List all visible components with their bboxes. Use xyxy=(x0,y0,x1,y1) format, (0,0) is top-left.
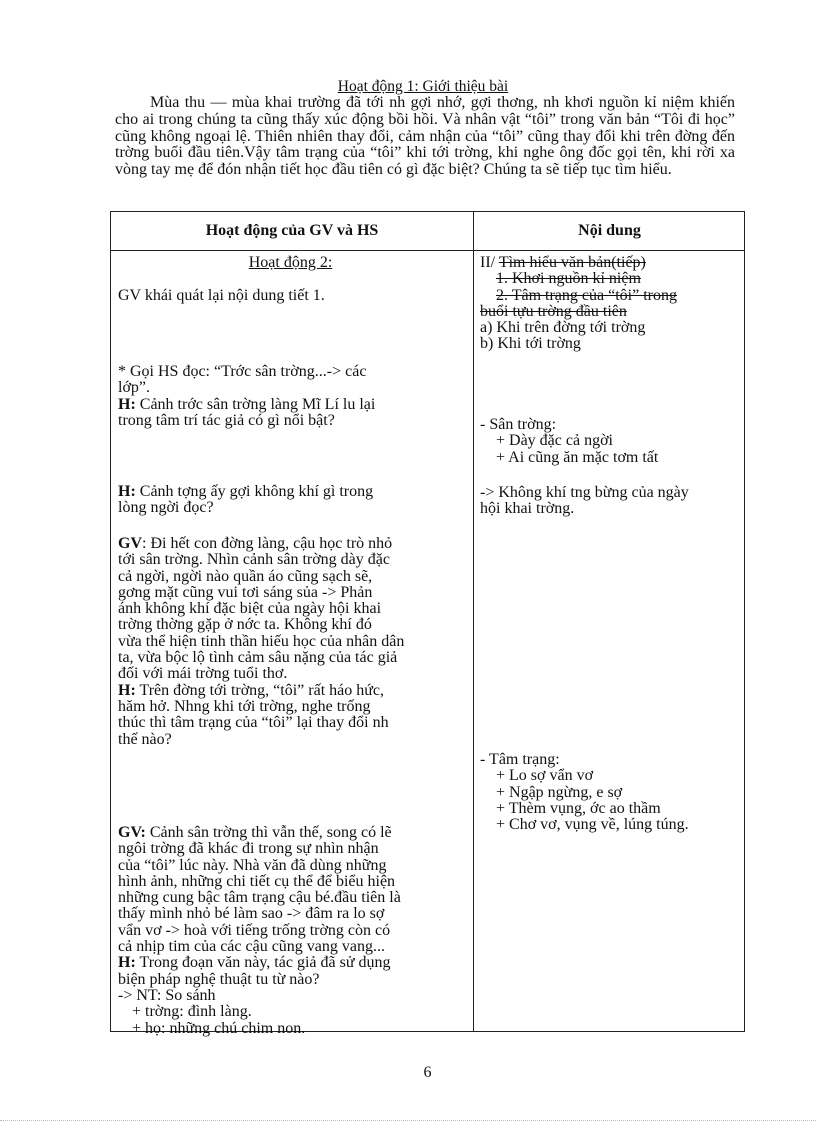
intro-text: Mùa thu — mùa khai trường đã tới nh gợi nhớ, gợi thơng, nh khơi nguồn kỉ niệm khiến cho ai trong chúng ta cũng thấy xúc động bồi hồi. Và nhân vật “tôi” trong văn bản “Tôi đi học” cũng không ngoại lệ. Thiên nhiên thay đổi, cảm nhận của “tôi” cũng thay đổi khi trên đờng đến trờng buổi đầu tiên.Vậy tâm trạng của “tôi” khi tới trờng, khi nghe ông đốc gọi tên, khi rời xa vòng tay mẹ để đón nhận tiết học đầu tiên có gì đặc biệt? Chúng ta sẽ tiếp tục tìm hiểu. xyxy=(115,94,735,179)
header-divider xyxy=(111,250,744,251)
read-instruction: * Gọi HS đọc: “Trớc sân trờng...-> các lớp”. xyxy=(118,363,367,397)
activity-heading: Hoạt động 1: Giới thiệu bài xyxy=(337,78,509,95)
lesson-table xyxy=(110,211,745,1037)
schoolyard-notes: - Sân trờng: + Dày đặc cả ngời + Ai cũng ăn mặc tơm tất xyxy=(480,416,659,466)
teacher-note-1: GV: Đi hết con đờng làng, cậu học trò nhỏ tới sân trờng. Nhìn cảnh sân trờng dày đặc cả ngời, ngời nào quần áo cũng sạch sẽ, gơng mặt cũng vui tơi sáng sủa -> Phản ánh không khí đặc biệt của ngày hội khai trờng thờng gặp ở nớc ta. Không khí đó vừa thể hiện tinh thần hiếu học của nhân dân ta, vừa bộc lộ tình cảm sâu nặng của tác giả đối với mái trờng tuổi thơ. H: Trên đờng tới trờng, “tôi” rất háo hức, hăm hở. Nhng khi tới trờng, nghe trống thúc thì tâm trạng của “tôi” lại thay đổi nh thế nào? xyxy=(118,535,405,748)
question-1: H: Cảnh trớc sân trờng làng Mĩ Lí lu lại trong tâm trí tác giả có gì nổi bật? xyxy=(118,396,376,430)
intro-paragraph xyxy=(115,95,735,179)
mood-notes: - Tâm trạng: + Lo sợ vẩn vơ + Ngập ngừng, e sợ + Thèm vụng, ớc ao thầm + Chơ vơ, vụng về, lúng túng. xyxy=(480,751,689,834)
atmosphere-note: -> Không khí tng bừng của ngày hội khai trờng. xyxy=(480,484,689,518)
teacher-note-2: GV: Cảnh sân trờng thì vẫn thế, song có lẽ ngôi trờng đã khác đi trong sự nhìn nhận của “tôi” lúc này. Nhà văn đã dùng những hình ảnh, những chi tiết cụ thể để biểu hiện những cung bậc tâm trạng cậu bé.đầu tiên là thấy mình nhỏ bé làm sao -> đâm ra lo sợ vẩn vơ -> hoà với tiếng trống trờng còn có cả nhịp tim của các cậu cũng vang vang... H: Trong đoạn văn này, tác giả đã sử dụng biện pháp nghệ thuật tu từ nào? -> NT: So sánh + trờng: đình làng. + họ: những chú chim non. xyxy=(118,824,401,1037)
header-activities: Hoạt động của GV và HS xyxy=(205,222,379,239)
gv-summary: GV khái quát lại nội dung tiết 1. xyxy=(118,287,325,304)
activity-2-title: Hoạt động 2: xyxy=(248,254,333,271)
header-content: Nội dung xyxy=(578,222,641,239)
question-2: H: Cảnh tợng ấy gợi không khí gì trong lòng ngời đọc? xyxy=(118,483,374,517)
bottom-dotted-border xyxy=(0,1120,816,1121)
column-divider xyxy=(473,212,474,1031)
section-outline: II/ Tìm hiểu văn bản(tiếp) 1. Khơi nguồn kỉ niệm 2. Tâm trạng của “tôi” trong buổi tựu trờng đầu tiên a) Khi trên đờng tới trờng b) Khi tới trờng xyxy=(480,254,677,353)
page-number: 6 xyxy=(423,1064,432,1081)
